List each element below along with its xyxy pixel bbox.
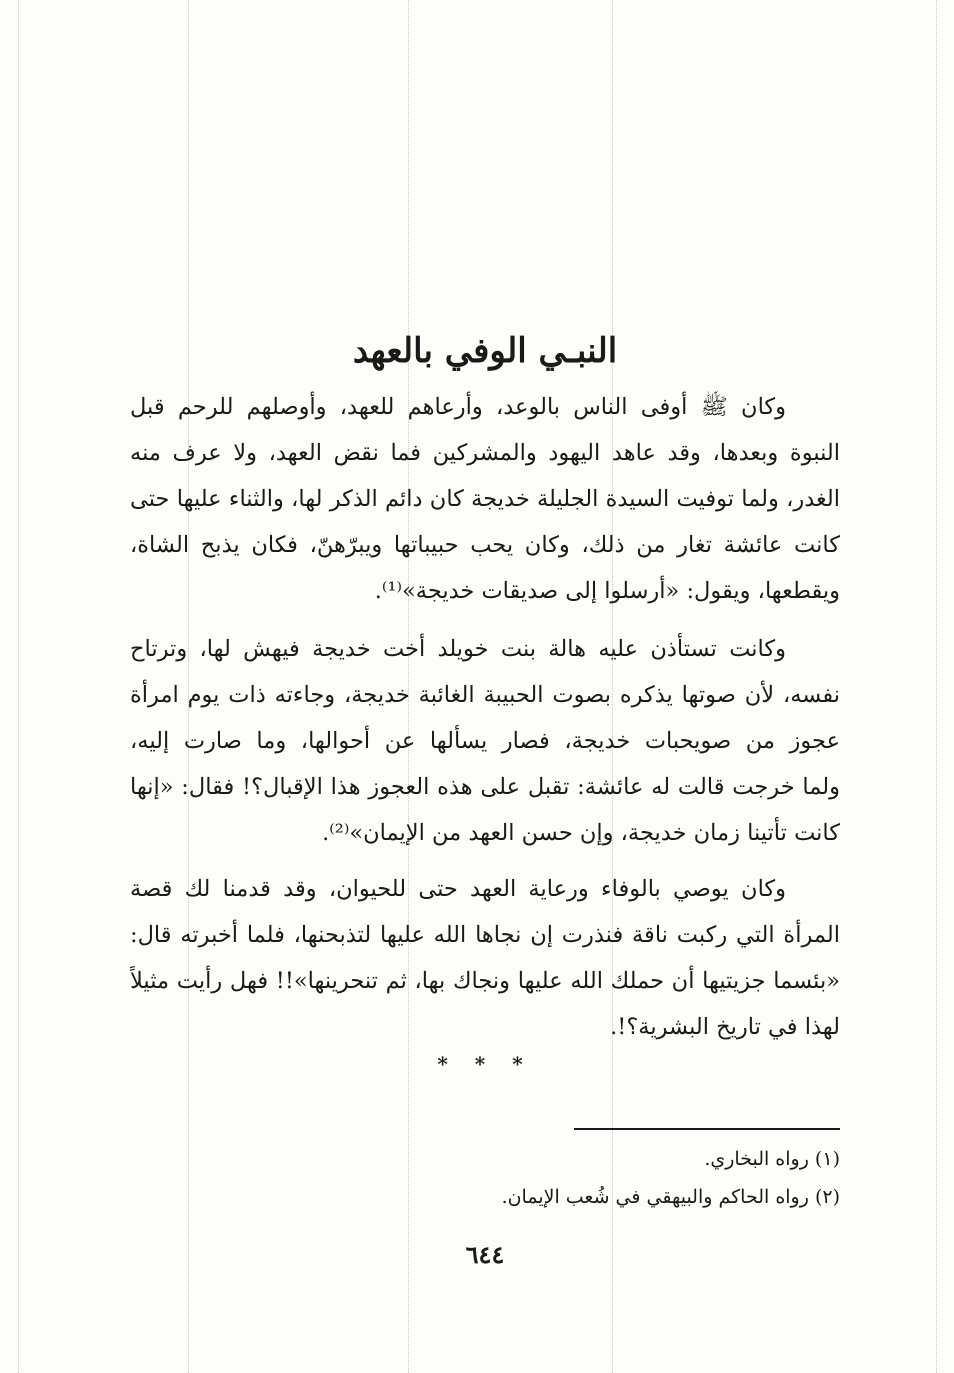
scan-guide-line	[936, 0, 937, 1373]
paragraph-line: النبوة وبعدها، وقد عاهد اليهود والمشركين فما نقض العهد، ولا عرف منه	[130, 440, 840, 466]
scan-guide-line	[18, 0, 19, 1373]
paragraph-line: ولما خرجت قالت له عائشة: تقبل على هذه العجوز هذا الإقبال؟! فقال: «إنها	[130, 774, 840, 800]
page-number: ٦٤٤	[465, 1240, 505, 1269]
paragraph-line: وكانت تستأذن عليه هالة بنت خويلد أخت خديجة فيهش لها، وترتاح	[130, 636, 786, 662]
footnote-divider	[574, 1128, 840, 1130]
paragraph-line: كانت عائشة تغار من ذلك، وكان يحب حبيباتها ويبرّهنّ، فكان يذبح الشاة،	[130, 532, 840, 558]
paragraph-line: «بئسما جزيتيها أن حملك الله عليها ونجاك بها، ثم تنحرينها»!! فهل رأيت مثيلاً	[130, 968, 840, 994]
paragraph-line: ويقطعها، ويقول: «أرسلوا إلى صديقات خديجة»⁽¹⁾.	[374, 578, 840, 604]
footnote-1: (١) رواه البخاري.	[704, 1148, 840, 1170]
paragraph-3	[130, 866, 840, 1050]
page-title: النبـي الوفي بالعهد	[352, 330, 618, 371]
footnotes	[130, 1140, 840, 1216]
paragraph-line: عجوز من صويحبات خديجة، فصار يسألها عن أحوالها، وما صارت إليه،	[130, 728, 840, 754]
section-separator: * * *	[437, 1052, 533, 1076]
paragraph-2	[130, 626, 840, 856]
paragraph-1	[130, 384, 840, 614]
paragraph-line: وكان يوصي بالوفاء ورعاية العهد حتى للحيوان، وقد قدمنا لك قصة	[130, 876, 786, 902]
footnote-2: (٢) رواه الحاكم والبيهقي في شُعب الإيمان.	[501, 1186, 840, 1208]
book-page	[130, 0, 840, 1373]
paragraph-line: وكان ﷺ أوفى الناس بالوعد، وأرعاهم للعهد، وأوصلهم للرحم قبل	[130, 394, 786, 420]
paragraph-line: الغدر، ولما توفيت السيدة الجليلة خديجة كان دائم الذكر لها، والثناء عليها حتى	[130, 486, 840, 512]
paragraph-line: لهذا في تاريخ البشرية؟!.	[610, 1014, 840, 1040]
paragraph-line: المرأة التي ركبت ناقة فنذرت إن نجاها الله عليها لتذبحنها، فلما أخبرته قال:	[130, 922, 840, 948]
paragraph-line: نفسه، لأن صوتها يذكره بصوت الحبيبة الغائبة خديجة، وجاءته ذات يوم امرأة	[130, 682, 840, 708]
paragraph-line: كانت تأتينا زمان خديجة، وإن حسن العهد من الإيمان»⁽²⁾.	[322, 820, 840, 846]
